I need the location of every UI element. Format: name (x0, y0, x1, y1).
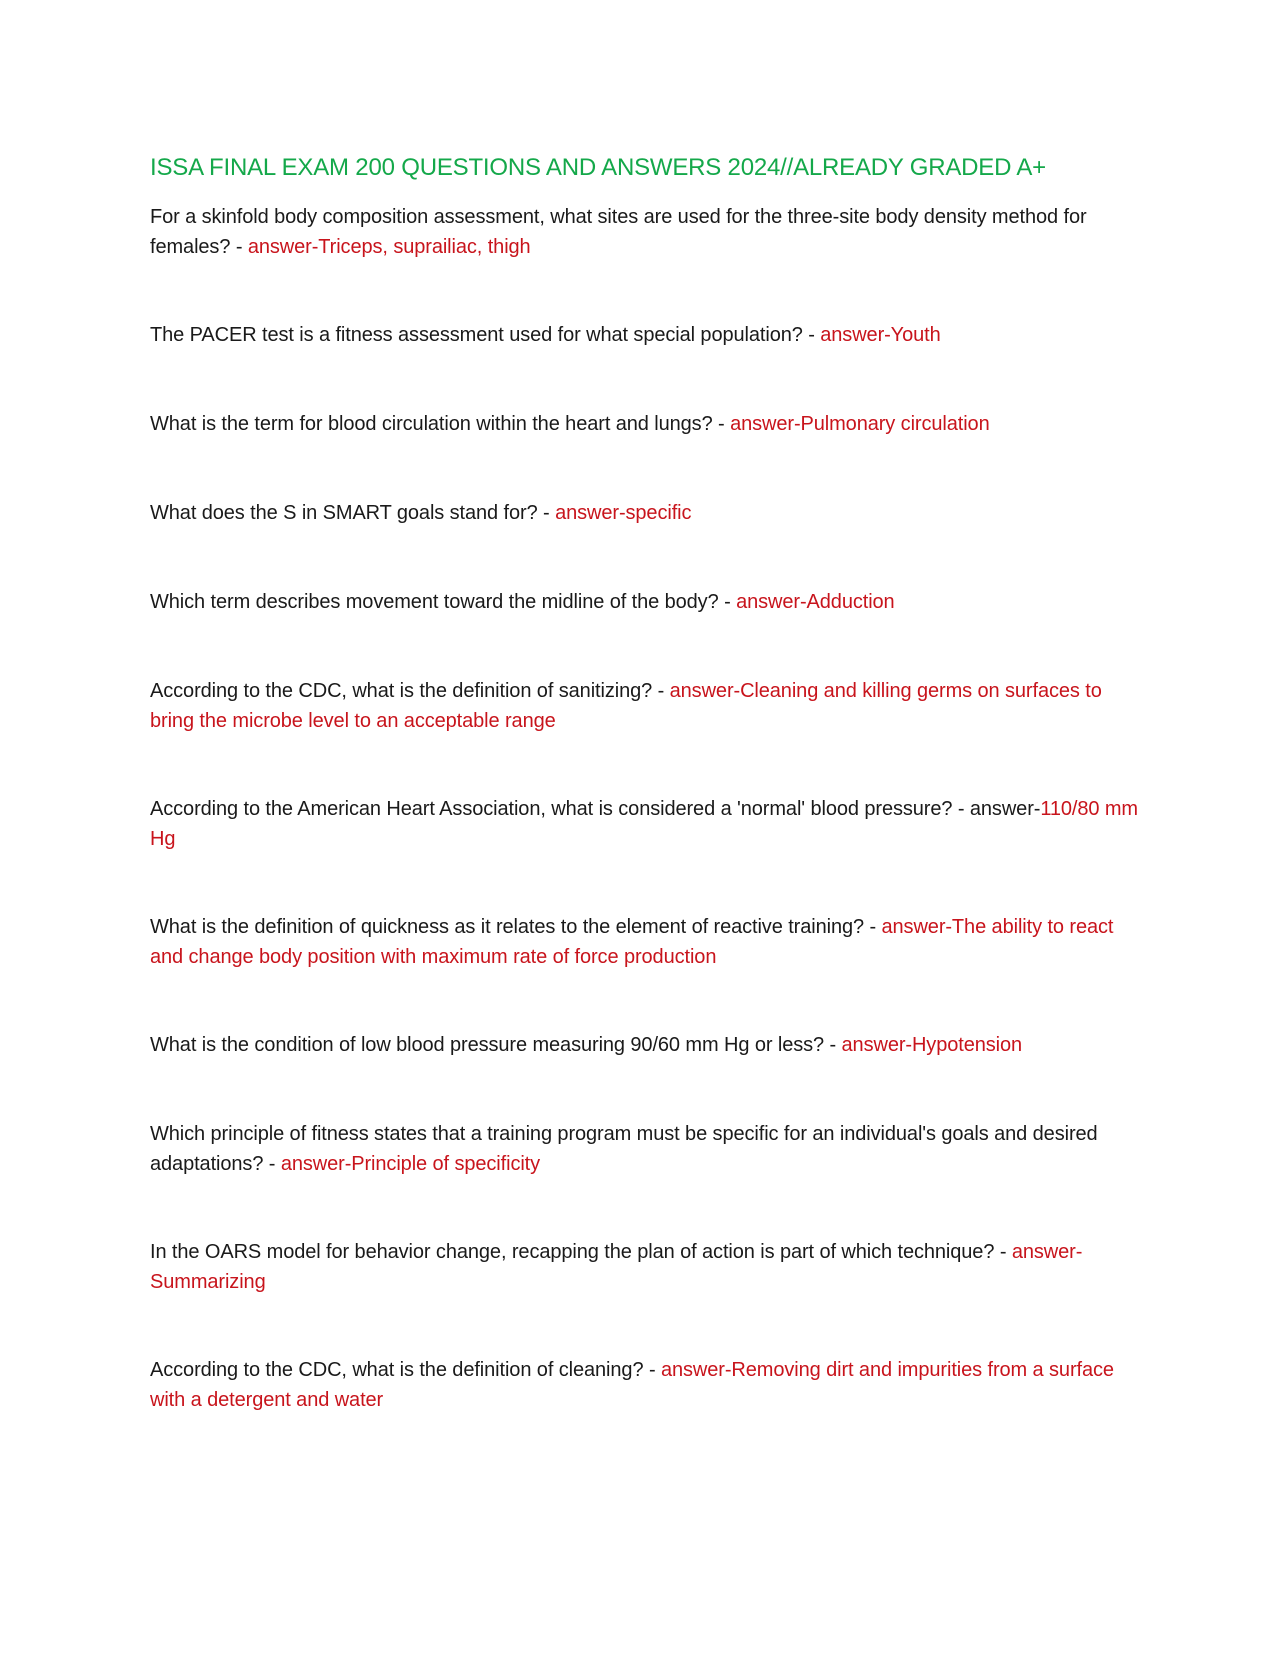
answer-text: answer-Cleaning and killing germs on surfaces to bring the microbe level to an acceptable range (150, 680, 1102, 732)
answer-separator: - (864, 916, 882, 938)
answer-separator: - (263, 1153, 281, 1175)
answer-separator: - (230, 236, 248, 258)
qa-item (150, 498, 1140, 587)
answer-separator: - (718, 591, 737, 613)
answer-separator: - (643, 1359, 661, 1381)
answer-text: answer-Adduction (736, 591, 895, 613)
qa-item (150, 320, 1140, 409)
qa-item (150, 1237, 1140, 1355)
question-text: Which term describes movement toward the midline of the body? (150, 591, 719, 613)
answer-text: answer-The ability to react and change body position with maximum rate of force production (150, 916, 1114, 968)
qa-item (150, 1119, 1140, 1237)
answer-separator: - (994, 1241, 1012, 1263)
qa-item (150, 202, 1140, 320)
question-text: According to the American Heart Association, what is considered a 'normal' blood pressure? (150, 798, 953, 820)
qa-item (150, 1355, 1140, 1415)
question-text: What is the condition of low blood pressure measuring 90/60 mm Hg or less? (150, 1034, 825, 1056)
qa-item (150, 676, 1140, 794)
question-text: According to the CDC, what is the definition of sanitizing? (150, 680, 653, 702)
question-text: The PACER test is a fitness assessment used for what special population? (150, 324, 803, 346)
question-text: What is the definition of quickness as it relates to the element of reactive training? (150, 916, 865, 938)
answer-text: answer-Triceps, suprailiac, thigh (247, 236, 531, 258)
question-text: What is the term for blood circulation within the heart and lungs? (150, 413, 713, 435)
answer-text: answer-specific (555, 502, 692, 524)
answer-text: 110/80 mm Hg (150, 798, 1138, 850)
answer-text: answer-Youth (820, 324, 941, 346)
answer-separator: - (802, 324, 821, 346)
document-page (150, 150, 1140, 1415)
answer-text: answer-Principle of specificity (280, 1153, 541, 1175)
question-text: In the OARS model for behavior change, recapping the plan of action is part of which technique? (150, 1241, 995, 1263)
qa-item (150, 1030, 1140, 1119)
qa-item (150, 587, 1140, 676)
question-text: What does the S in SMART goals stand for? (150, 502, 538, 524)
document-title: ISSA FINAL EXAM 200 QUESTIONS AND ANSWERS 2024//ALREADY GRADED A+ (150, 154, 1047, 181)
answer-text: answer-Removing dirt and impurities from a surface with a detergent and water (150, 1359, 1114, 1411)
answer-separator: - (652, 680, 670, 702)
question-text: Which principle of fitness states that a training program must be specific for an individual's goals and desired adaptations? (150, 1123, 1098, 1175)
answer-separator: - (824, 1034, 842, 1056)
answer-separator: - (537, 502, 556, 524)
qa-item (150, 409, 1140, 498)
qa-item (150, 794, 1140, 912)
answer-text: answer-Hypotension (841, 1034, 1023, 1056)
question-text: According to the CDC, what is the definition of cleaning? (150, 1359, 644, 1381)
answer-separator: - (712, 413, 731, 435)
question-text: For a skinfold body composition assessment, what sites are used for the three-site body density method for females? (150, 206, 1087, 258)
answer-text: answer-Pulmonary circulation (730, 413, 990, 435)
qa-item (150, 912, 1140, 1030)
answer-text: answer-Summarizing (150, 1241, 1083, 1293)
answer-separator: - answer- (952, 798, 1041, 820)
